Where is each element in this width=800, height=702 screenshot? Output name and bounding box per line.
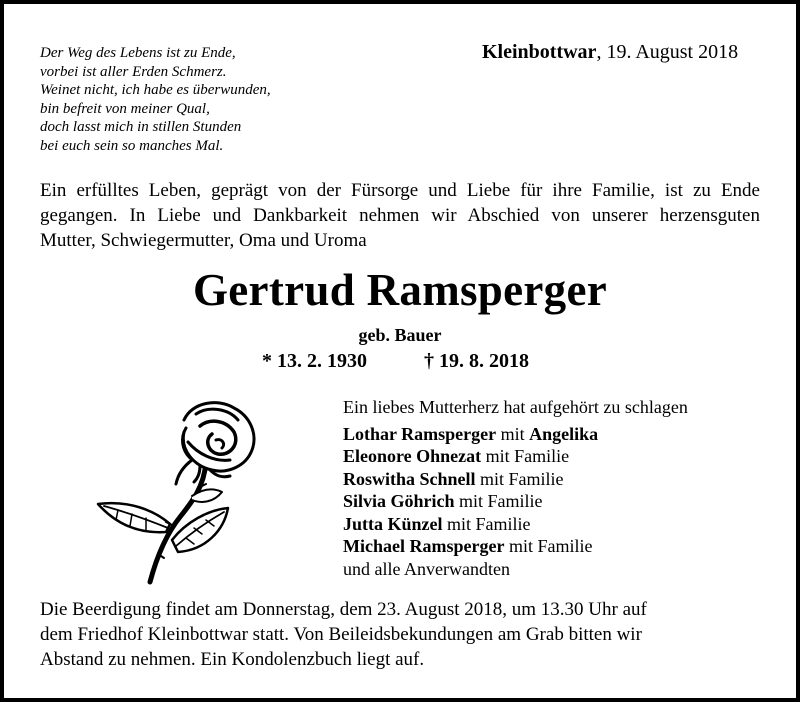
member-suffix: mit Familie [442,513,531,534]
birth-date: * 13. 2. 1930 [262,350,367,372]
poem-line: bin befreit von meiner Qual, [40,100,210,117]
member-name: Silvia Göhrich [343,491,455,511]
funeral-line: Die Beerdigung findet am Donnerstag, dem 23. August 2018, um 13.30 Uhr auf [40,599,647,620]
funeral-line: Abstand zu nehmen. Ein Kondolenzbuch liegt auf. [40,649,425,670]
family-member [343,490,783,513]
funeral-line: dem Friedhof Kleinbottwar statt. Von Beileidsbekundungen am Grab bitten wir [40,624,642,645]
family-member [343,513,783,536]
place: Kleinbottwar [482,41,597,63]
death-date: † 19. 8. 2018 [424,350,529,372]
poem-line: bei euch sein so manches Mal. [40,137,224,154]
intro-line: gegangen. In Liebe und Dankbarkeit nehmen wir Abschied von unserer herzensguten [40,205,760,226]
family-member [343,468,783,491]
member-suffix: mit Familie [504,536,593,556]
poem-line: Weinet nicht, ich habe es überwunden, [40,82,271,98]
member-suffix: mit Familie [454,491,543,511]
deceased-name: Gertrud Ramsperger [192,265,608,315]
family-member [343,423,783,446]
member-suffix: mit Familie [481,446,570,466]
member-name: Roswitha Schnell [343,468,476,489]
member-partner: Angelika [529,423,599,444]
place-and-date [482,41,782,64]
intro-line: Ein erfülltes Leben, geprägt von der Fürsorge und Liebe für ihre Familie, ist zu Ende [40,180,760,201]
family-member [343,445,783,468]
maiden-name: geb. Bauer [358,325,442,345]
date: , 19. August 2018 [596,41,739,63]
funeral-notice [40,597,762,672]
family-list [343,396,783,580]
poem [40,44,400,155]
intro-text [40,178,760,253]
poem-line: Der Weg des Lebens ist zu Ende, [40,45,236,61]
family-lead: Ein liebes Mutterherz hat aufgehört zu schlagen [343,397,688,417]
member-name: Lothar Ramsperger [343,423,497,444]
intro-line: Mutter, Schwiegermutter, Oma und Uroma [40,230,367,251]
member-name: Eleonore Ohnezat [343,446,482,466]
member-suffix: mit [496,423,530,444]
family-closing: und alle Anverwandten [343,558,510,579]
member-suffix: mit Familie [475,468,564,489]
family-member [343,535,783,558]
poem-line: doch lasst mich in stillen Stunden [40,119,242,135]
member-name: Michael Ramsperger [343,536,505,556]
poem-line: vorbei ist aller Erden Schmerz. [40,63,227,80]
member-name: Jutta Künzel [343,513,443,534]
rose-icon [88,392,288,592]
